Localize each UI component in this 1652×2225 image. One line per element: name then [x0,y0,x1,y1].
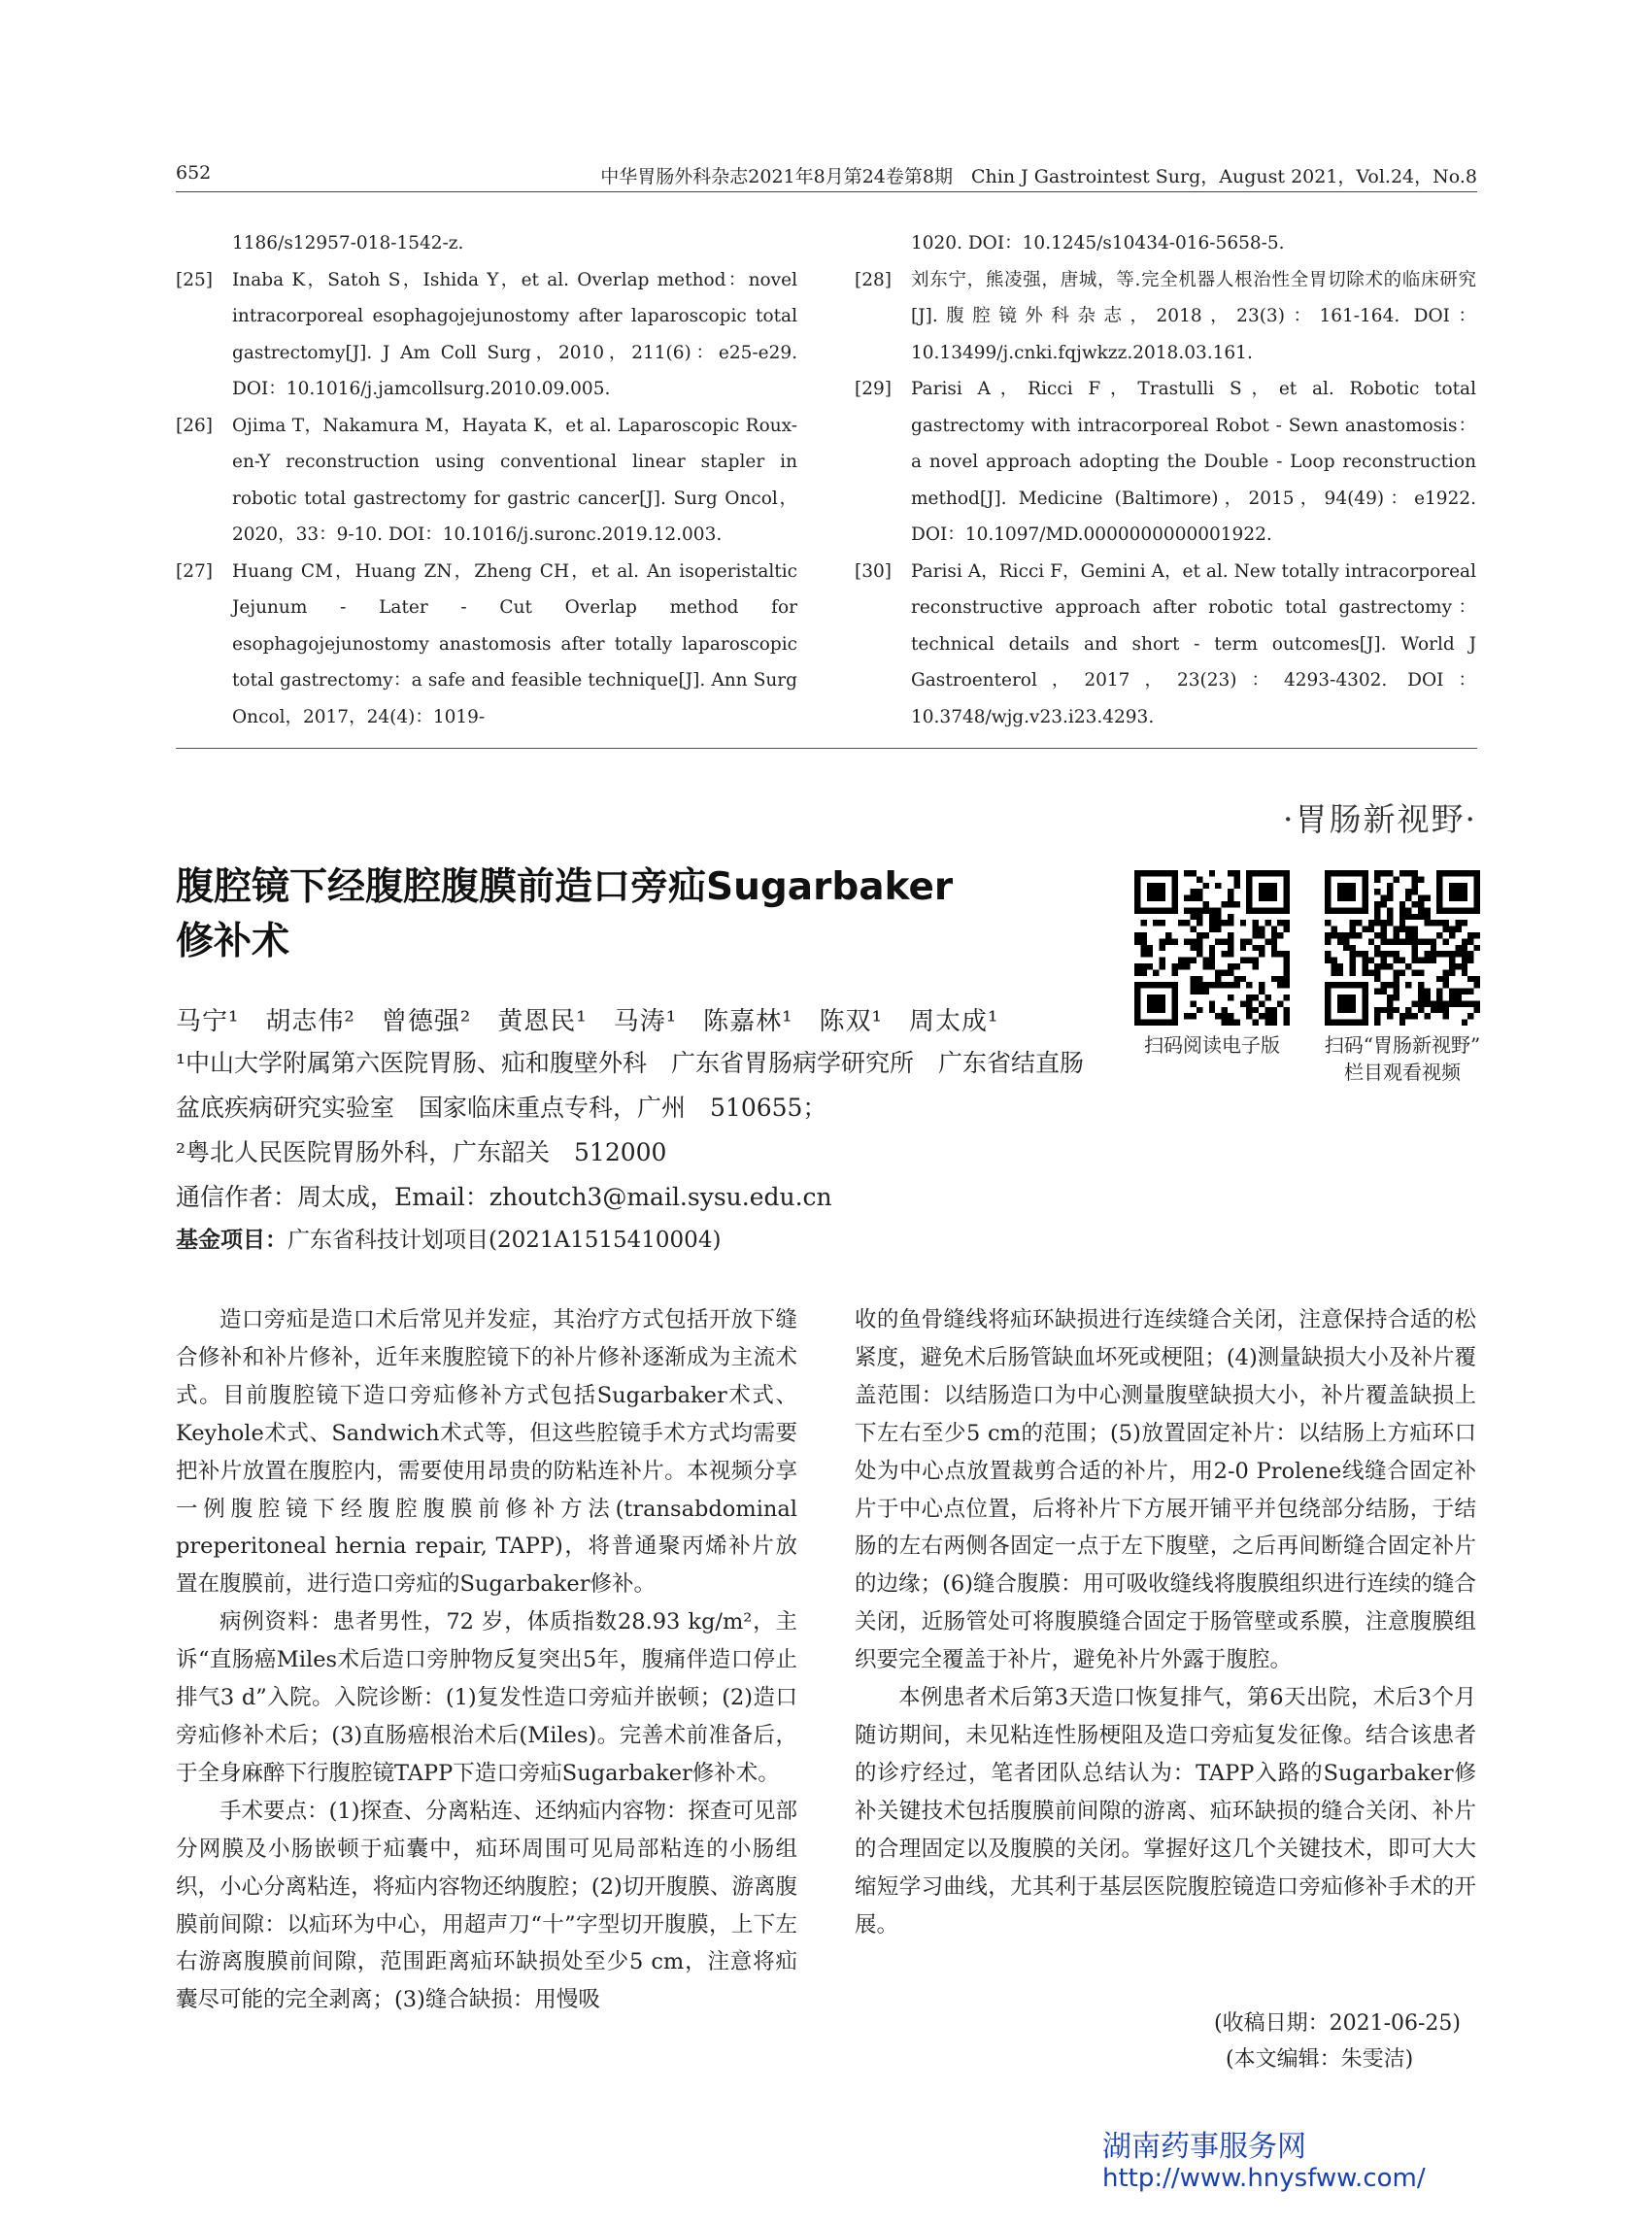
references-right [855,225,1476,735]
qr-code-video-icon[interactable] [1325,870,1480,1026]
reference-continuation: 1020. DOI：10.1245/s10434-016-5658-5. [911,233,1285,253]
references-left [176,225,797,735]
body-paragraph: 病例资料：患者男性，72 岁，体质指数28.93 kg/m²，主诉“直肠癌Miles术后造口旁肿物反复突出5年，腹痛伴造口停止排气3 d”入院。入院诊断：(1)复发性造口旁疝并嵌顿；(2)造口旁疝修补术后；(3)直肠癌根治术后(Miles)。完善术前准备后，于全身麻醉下行腹腔镜TAPP下造口旁疝Sugarbaker修补术。 [176,1609,797,1786]
affiliation-2: ²粤北人民医院胃肠外科，广东韶关 512000 [176,1138,667,1166]
page-number: 652 [176,162,212,184]
body-paragraph: 手术要点：(1)探查、分离粘连、还纳疝内容物：探查可见部分网膜及小肠嵌顿于疝囊中，疝环周围可见局部粘连的小肠组织，小心分离粘连，将疝内容物还纳腹腔；(2)切开腹膜、游离腹膜前间隙：以疝环为中心，用超声刀“十”字型切开腹膜，上下左右游离腹膜前间隙，范围距离疝环缺损处至少5 cm，注意将疝囊尽可能的完全剥离；(3)缝合缺损：用慢吸 [176,1798,797,2013]
body-column-right [855,1301,1476,1943]
body-paragraph: 造口旁疝是造口术后常见并发症，其治疗方式包括开放下缝合修补和补片修补，近年来腹腔镜下的补片修补逐渐成为主流术式。目前腹腔镜下造口旁疝修补方式包括Sugarbaker术式、Keyhole术式、Sandwich术式等，但这些腔镜手术方式均需要把补片放置在腹腔内，需要使用昂贵的防粘连补片。本视频分享一例腹腔镜下经腹腔腹膜前修补方法(transabdominal preperitoneal hernia repair, TAPP)，将普通聚丙烯补片放置在腹膜前，进行造口旁疝的Sugarbaker修补。 [176,1307,797,1598]
qr-caption-right [1296,1031,1509,1086]
reference-item [855,262,1476,372]
reference-number: [27] [176,560,213,582]
column-tag: ·胃肠新视野· [1283,800,1477,838]
qr-code-electronic-icon[interactable] [1134,870,1290,1026]
reference-text: Inaba K，Satoh S，Ishida Y，et al. Overlap method：novel intracorporeal esophagojejunostomy after laparoscopic total gastrectomy[J]. J Am Coll Surg，2010，211(6)：e25-e29. DOI：10.1016/j.jamcollsurg.2010.09.005. [232,269,797,399]
fund-text: 广东省科技计划项目(2021A1515410004) [287,1228,722,1253]
body-column-left [176,1301,797,2019]
title-line-2: 修补术 [176,920,290,963]
header-rule [176,191,1477,192]
article-title [176,860,1050,969]
reference-text: Huang CM，Huang ZN，Zheng CH，et al. An isoperistaltic Jejunum - Later - Cut Overlap method for esophagojejunostomy anastomosis after totally laparoscopic total gastrectomy：a safe and feasible technique[J]. Ann Surg Oncol，2017，24(4)：1019- [232,560,797,727]
reference-text: Parisi A，Ricci F，Gemini A，et al. New totally intracorporeal reconstructive approach after robotic total gastrectomy：technical details and short - term outcomes[J]. World J Gastroenterol，2017，23(23)：4293-4302. DOI：10.3748/wjg.v23.i23.4293. [911,560,1476,727]
reference-text: Parisi A，Ricci F，Trastulli S，et al. Robotic total gastrectomy with intracorporeal Robot - Sewn anastomosis：a novel approach adopting the Double - Loop reconstruction method[J]. Medicine (Baltimore)，2015，94(49)：e1922. DOI：10.1097/MD.0000000000001922. [911,379,1476,545]
qr-caption-left: 扫码阅读电子版 [1144,1033,1280,1057]
journal-header: 中华胃肠外科杂志2021年8月第24卷第8期 Chin J Gastrointest Surg，August 2021，Vol.24，No.8 [600,166,1477,187]
reference-number: [25] [176,269,213,290]
fund-label: 基金项目： [176,1228,287,1253]
title-line-1: 腹腔镜下经腹腔腹膜前造口旁疝Sugarbaker [176,865,954,909]
reference-number: [28] [855,269,892,290]
reference-item [176,554,797,736]
fund-info [176,1218,1098,1263]
section-divider [176,748,1477,749]
reference-item [176,262,797,408]
corresponding-author: 通信作者：周太成，Email：zhoutch3@mail.sysu.edu.cn [176,1183,832,1211]
reference-number: [29] [855,379,892,399]
body-paragraph-continued: 收的鱼骨缝线将疝环缺损进行连续缝合关闭，注意保持合适的松紧度，避免术后肠管缺血坏死或梗阻；(4)测量缺损大小及补片覆盖范围：以结肠造口为中心测量腹壁缺损大小，补片覆盖缺损上下左右至少5 cm的范围；(5)放置固定补片：以结肠上方疝环口处为中心点放置裁剪合适的补片，用2-0 Prolene线缝合固定补片于中心点位置，后将补片下方展开铺平并包绕部分结肠，于结肠的左右两侧各固定一点于左下腹壁，之后再间断缝合固定补片的边缘；(6)缝合腹膜：用可吸收缝线将腹膜组织进行连续的缝合关闭，近肠管处可将腹膜缝合固定于肠管壁或系膜，注意腹膜组织要完全覆盖于补片，避免补片外露于腹腔。 [855,1307,1476,1673]
reference-number: [30] [855,560,892,582]
editor-note: (本文编辑：朱雯洁) [1226,2047,1414,2072]
qr-caption-right-line2: 栏目观看视频 [1344,1061,1461,1084]
reference-number: [26] [176,415,213,436]
author-list: 马宁¹ 胡志伟² 曾德强² 黄恩民¹ 马涛¹ 陈嘉林¹ 陈双¹ 周太成¹ [176,1007,999,1036]
reference-item [855,371,1476,554]
received-date: (收稿日期：2021-06-25) [1214,2011,1462,2036]
reference-text: Ojima T，Nakamura M，Hayata K，et al. Laparoscopic Roux-en-Y reconstruction using conventional linear stapler in robotic total gastrectomy for gastric cancer[J]. Surg Oncol，2020，33：9-10. DOI：10.1016/j.suronc.2019.12.003. [232,415,797,545]
watermark-url[interactable]: http://www.hnysfww.com/ [1102,2164,1426,2193]
watermark-site-name: 湖南药事服务网 [1102,2130,1306,2164]
affiliation-1: ¹中山大学附属第六医院胃肠、疝和腹壁外科 广东省胃肠病学研究所 广东省结直肠盆底疾病研究实验室 国家临床重点专科，广州 510655； [176,1049,1085,1122]
reference-text: 刘东宁，熊凌强，唐城，等.完全机器人根治性全胃切除术的临床研究[J].腹腔镜外科杂志，2018，23(3)：161-164. DOI：10.13499/j.cnki.fqjwkzz.2018.03.161. [911,269,1476,363]
reference-item [176,408,797,554]
body-paragraph: 本例患者术后第3天造口恢复排气，第6天出院，术后3个月随访期间，未见粘连性肠梗阻及造口旁疝复发征像。结合该患者的诊疗经过，笔者团队总结认为：TAPP入路的Sugarbaker修补关键技术包括腹膜前间隙的游离、疝环缺损的缝合关闭、补片的合理固定以及腹膜的关闭。掌握好这几个关键技术，即可大大缩短学习曲线，尤其利于基层医院腹腔镜造口旁疝修补手术的开展。 [855,1685,1476,1938]
reference-continuation: 1186/s12957-018-1542-z. [232,233,464,253]
reference-item [855,554,1476,736]
qr-caption-right-line1: 扫码“胃肠新视野” [1324,1033,1481,1057]
